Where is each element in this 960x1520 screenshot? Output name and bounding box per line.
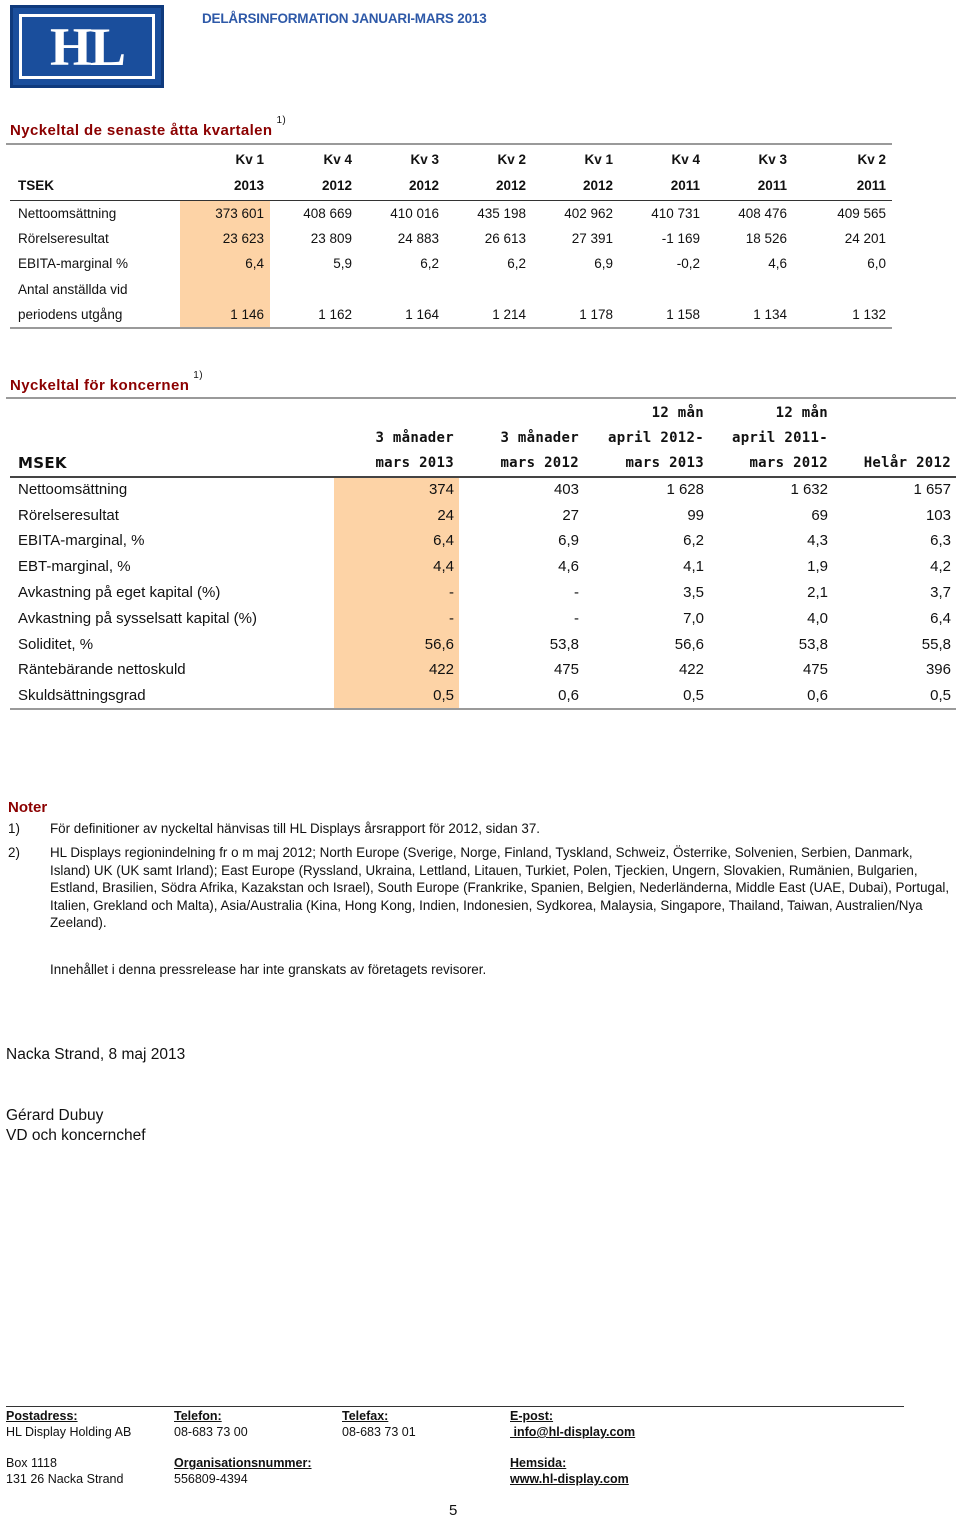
table-cell: 1 657: [913, 481, 951, 499]
table-cell: 422: [678, 661, 704, 679]
table-cell: [270, 277, 358, 303]
unit-label: TSEK: [10, 172, 180, 200]
table-row: [10, 580, 956, 606]
column-header: 3 månader: [500, 430, 579, 447]
email-link[interactable]: info@hl-display.com: [510, 1425, 636, 1439]
table-cell: 6,2: [683, 532, 704, 550]
row-label: Räntebärande nettoskuld: [18, 661, 186, 679]
column-header: april 2011-: [731, 430, 828, 447]
row-label: Antal anställda vid: [18, 281, 128, 297]
footer-email: [510, 1408, 635, 1440]
page-number: 5: [449, 1502, 458, 1519]
table-cell: -1 169: [661, 230, 700, 246]
table-cell: 1 134: [706, 302, 793, 328]
group-header-row-1: [10, 400, 956, 426]
column-header: [833, 426, 956, 452]
year-header: 2011: [619, 172, 706, 200]
postal-label: Postadress:: [6, 1409, 78, 1423]
signatory-name: Gérard Dubuy: [6, 1107, 104, 1124]
table-cell: -: [334, 605, 459, 631]
orgnr-value: 556809-4394: [174, 1472, 248, 1486]
footer-postal-address: [6, 1455, 123, 1487]
table-cell: 2,1: [807, 584, 828, 602]
table-cell: 56,6: [674, 635, 704, 653]
year-header: 2012: [445, 172, 532, 200]
website-link[interactable]: www.hl-display.com: [510, 1472, 629, 1486]
group-header-row-3: [10, 451, 956, 477]
table-cell: 1 164: [358, 302, 445, 328]
column-header: april 2012-: [607, 430, 704, 447]
table-cell: [358, 277, 445, 303]
table-cell: 0,5: [334, 683, 459, 709]
table-cell: 23 623: [180, 226, 270, 252]
quarters-footnote: 1): [276, 115, 287, 126]
table-row: [10, 683, 956, 709]
notes-title: Noter: [8, 799, 48, 816]
quarters-table: [10, 146, 892, 329]
table-cell: 4,0: [807, 609, 828, 627]
table-row: [10, 302, 892, 328]
table-cell: -: [574, 609, 579, 627]
table-cell: 475: [802, 661, 828, 679]
quarter-header: Kv 3: [758, 151, 787, 167]
row-label: periodens utgång: [10, 302, 180, 328]
table-cell: 3,5: [683, 584, 704, 602]
column-header: [459, 400, 584, 426]
table-row: [10, 631, 956, 657]
table-row: [10, 657, 956, 683]
note-text: HL Displays regionindelning fr o m maj 2012; North Europe (Sverige, Norge, Finland, Tyskland, Schweiz, Österrike, Solvenien, Serbien, Danmark, Island) UK (UK samt Irland); East Europe (Ryssland, Ukraina, Lettland, Litauen, Turkiet, Polen, Tjeckien, Ungern, Slovakien, Rumänien, Bulgarien, Estland, Brasilien, Södra Afrika, Kazakstan och Israel), South Europe (Frankrike, Spanien, Belgien, Nederländerna, Middle East (UAE, Dubai), Portugal, Italien, Grekland och Malta), Asia/Australia (Kina, Hong Kong, Indien, Indonesien, Sydkorea, Malaysia, Singapore, Thailand, Taiwan, Australien/Nya Zeeland).: [50, 845, 950, 931]
table-cell: 6,9: [594, 256, 613, 272]
column-header: mars 2012: [459, 451, 584, 477]
table-cell: -: [574, 584, 579, 602]
column-header: Helår 2012: [833, 451, 956, 477]
report-title: DELÅRSINFORMATION JANUARI-MARS 2013: [202, 11, 487, 26]
unit-label: MSEK: [10, 451, 334, 477]
table-cell: 373 601: [180, 200, 270, 226]
table-cell: 3,7: [930, 584, 951, 602]
table-cell: 1 162: [270, 302, 358, 328]
column-header: 12 mån: [651, 404, 704, 421]
table-cell: 0,5: [833, 683, 956, 709]
table-cell: 435 198: [477, 205, 526, 221]
year-header: 2012: [270, 172, 358, 200]
table-cell: 6,9: [558, 532, 579, 550]
table-cell: 69: [811, 506, 828, 524]
table-cell: 408 476: [738, 205, 787, 221]
table-cell: 5,9: [333, 256, 352, 272]
table-cell: 374: [334, 477, 459, 503]
table-cell: 475: [553, 661, 579, 679]
quarters-header-row-1: [10, 146, 892, 172]
row-label: Avkastning på sysselsatt kapital (%): [18, 609, 257, 627]
table-cell: 56,6: [334, 631, 459, 657]
table-cell: 4,6: [768, 256, 787, 272]
postal-name: HL Display Holding AB: [6, 1425, 132, 1439]
quarter-header: Kv 2: [497, 151, 526, 167]
table-cell: 53,8: [798, 635, 828, 653]
table-cell: 1,9: [807, 558, 828, 576]
table-cell: 18 526: [745, 230, 787, 246]
table-cell: 409 565: [837, 205, 886, 221]
phone-label: Telefon:: [174, 1409, 222, 1423]
table-cell: 6,0: [867, 256, 886, 272]
fax-label: Telefax:: [342, 1409, 389, 1423]
column-header: 3 månader: [375, 430, 454, 447]
row-label: Nettoomsättning: [18, 205, 117, 221]
table-cell: 402 962: [564, 205, 613, 221]
quarter-header: Kv 4: [671, 151, 700, 167]
footer-postal: [6, 1408, 131, 1440]
table-row: [10, 251, 892, 277]
year-header: 2011: [706, 172, 793, 200]
table-cell: 410 016: [390, 205, 439, 221]
row-label: Skuldsättningsgrad: [10, 683, 334, 709]
table-row: [10, 200, 892, 226]
group-title-text: Nyckeltal för koncernen: [10, 377, 190, 394]
quarter-header: Kv 2: [857, 151, 886, 167]
note-number: 2): [8, 845, 20, 860]
postal-box: Box 1118: [6, 1456, 57, 1470]
table-cell: 0,5: [584, 683, 709, 709]
column-header: [334, 400, 459, 426]
fax-value: 08-683 73 01: [342, 1425, 416, 1439]
table-cell: [180, 277, 270, 303]
footer-fax: [342, 1408, 416, 1440]
quarter-header: Kv 1: [235, 151, 264, 167]
table-cell: 6,2: [420, 256, 439, 272]
table-cell: 403: [553, 481, 579, 499]
table-cell: 23 809: [310, 230, 352, 246]
quarters-title-text: Nyckeltal de senaste åtta kvartalen: [10, 122, 273, 139]
row-label: Soliditet, %: [18, 635, 94, 653]
audit-disclaimer: Innehållet i denna pressrelease har inte granskats av företagets revisorer.: [50, 962, 487, 977]
column-header: [833, 400, 956, 426]
table-cell: 1 146: [180, 302, 270, 328]
table-cell: 1 132: [793, 302, 892, 328]
table-cell: 1 628: [666, 481, 704, 499]
table-cell: [619, 277, 706, 303]
table-cell: 4,6: [558, 558, 579, 576]
footer-phone: [174, 1408, 248, 1440]
table-row: [10, 528, 956, 554]
table-cell: [445, 277, 532, 303]
year-header: 2011: [793, 172, 892, 200]
table-cell: -: [334, 580, 459, 606]
column-header: 12 mån: [775, 404, 828, 421]
table-row: [10, 277, 892, 303]
table-cell: 6,4: [334, 528, 459, 554]
table-cell: [706, 277, 793, 303]
postal-city: 131 26 Nacka Strand: [6, 1472, 124, 1486]
table-cell: 410 731: [651, 205, 700, 221]
note-text: För definitioner av nyckeltal hänvisas till HL Displays årsrapport för 2012, sidan 37.: [50, 821, 540, 836]
table-cell: 4,4: [334, 554, 459, 580]
table-cell: 6,3: [930, 532, 951, 550]
table-cell: 27: [562, 506, 579, 524]
table-cell: 6,2: [507, 256, 526, 272]
table-cell: 0,6: [709, 683, 833, 709]
table-cell: 55,8: [921, 635, 951, 653]
table-cell: 1 178: [532, 302, 619, 328]
table-cell: 27 391: [571, 230, 613, 246]
group-footnote: 1): [193, 370, 203, 381]
table-cell: 24 883: [397, 230, 439, 246]
row-label: EBITA-marginal, %: [18, 532, 145, 550]
quarters-title: [10, 115, 287, 139]
year-header: 2012: [532, 172, 619, 200]
table-cell: 103: [925, 506, 951, 524]
quarters-top-rule: [6, 143, 892, 145]
row-label: Rörelseresultat: [18, 506, 119, 524]
table-cell: [793, 277, 892, 303]
table-row: [10, 477, 956, 503]
row-label: Nettoomsättning: [18, 481, 128, 499]
table-cell: 0,6: [459, 683, 584, 709]
footer-rule: [6, 1406, 904, 1407]
table-cell: 408 669: [303, 205, 352, 221]
table-cell: 1 632: [790, 481, 828, 499]
row-label: Rörelseresultat: [18, 230, 109, 246]
year-header: 2012: [358, 172, 445, 200]
table-cell: 24: [334, 502, 459, 528]
quarter-header: Kv 1: [584, 151, 613, 167]
table-cell: 26 613: [484, 230, 526, 246]
table-row: [10, 554, 956, 580]
column-header: mars 2013: [584, 451, 709, 477]
table-cell: 7,0: [683, 609, 704, 627]
table-cell: 6,4: [180, 251, 270, 277]
column-header: mars 2012: [709, 451, 833, 477]
phone-value: 08-683 73 00: [174, 1425, 248, 1439]
footer-web: [510, 1455, 629, 1487]
web-label: Hemsida:: [510, 1456, 567, 1470]
table-cell: 1 214: [445, 302, 532, 328]
signatory-role: VD och koncernchef: [6, 1127, 146, 1144]
quarters-header-row-2: [10, 172, 892, 200]
column-header: mars 2013: [334, 451, 459, 477]
group-table: [10, 400, 956, 710]
footer-orgnr: [174, 1455, 312, 1487]
email-label: E-post:: [510, 1409, 554, 1423]
table-cell: 1 158: [619, 302, 706, 328]
table-cell: 396: [925, 661, 951, 679]
table-cell: 53,8: [549, 635, 579, 653]
row-label: EBITA-marginal %: [18, 256, 129, 272]
group-title: [10, 370, 203, 394]
place-date: Nacka Strand, 8 maj 2013: [6, 1046, 186, 1063]
table-cell: [532, 277, 619, 303]
table-cell: 6,4: [930, 609, 951, 627]
table-cell: 4,1: [683, 558, 704, 576]
group-top-rule: [6, 397, 956, 399]
table-cell: 422: [334, 657, 459, 683]
table-row: [10, 605, 956, 631]
table-row: [10, 226, 892, 252]
table-cell: 4,3: [807, 532, 828, 550]
quarter-header: Kv 3: [410, 151, 439, 167]
row-label: Avkastning på eget kapital (%): [18, 584, 221, 602]
orgnr-label: Organisationsnummer:: [174, 1456, 312, 1470]
company-logo: [10, 5, 164, 88]
table-row: [10, 502, 956, 528]
year-header: 2013: [180, 172, 270, 200]
table-cell: -0,2: [676, 256, 700, 272]
note-number: 1): [8, 821, 20, 836]
group-header-row-2: [10, 426, 956, 452]
row-label: EBT-marginal, %: [18, 558, 131, 576]
logo-frame: [19, 14, 155, 79]
logo-text: HL: [49, 16, 125, 77]
table-cell: 99: [687, 506, 704, 524]
table-cell: 24 201: [844, 230, 886, 246]
table-cell: 4,2: [930, 558, 951, 576]
quarter-header: Kv 4: [323, 151, 352, 167]
